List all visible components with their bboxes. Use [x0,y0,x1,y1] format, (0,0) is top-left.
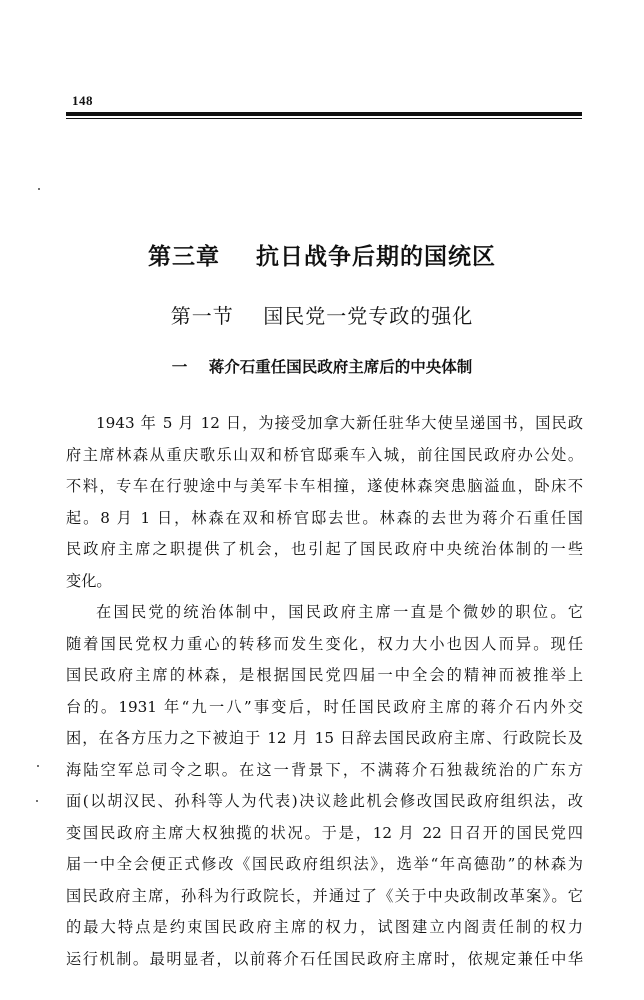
paragraph-line: 台的。1931 年“九一八”事变后，时任国民政府主席的蒋介石内外交 [66,697,583,716]
paragraph-line: 不料，专车在行驶途中与美军卡车相撞，遂使林森突患脑溢血，卧床不 [66,477,583,495]
paragraph-line: 在国民党的统治体制中，国民政府主席一直是个微妙的职位。它 [96,603,583,621]
chapter-title: 第三章 抗日战争后期的国统区 [147,244,497,270]
scan-speck [36,800,38,802]
section-title: 第一节 国民党一党专政的强化 [170,304,474,328]
paragraph-line: 随着国民党权力重心的转移而发生变化，权力大小也因人而异。现任 [66,634,583,653]
body-text [66,408,583,975]
paragraph-line: 困，在各方压力之下被迫于 12 月 15 日辞去国民政府主席、行政院长及 [66,729,583,747]
paragraph-line: 起。8 月 1 日，林森在双和桥官邸去世。林森的去世为蒋介石重任国 [66,508,583,527]
paragraph-line: 府主席林森从重庆歌乐山双和桥官邸乘车入城，前往国民政府办公处。 [66,445,583,464]
subsection-title: 一 蒋介石重任国民政府主席后的中央体制 [171,358,473,376]
paragraph-line: 运行机制。最明显者，以前蒋介石任国民政府主席时，依规定兼任中华 [66,949,583,968]
paragraph-line: 1943 年 5 月 12 日，为接受加拿大新任驻华大使呈递国书，国民政 [96,414,583,432]
page-number: 148 [72,93,93,108]
paragraph-line: 海陆空军总司令之职。在这一背景下，不满蒋介石独裁统治的广东方 [66,760,583,779]
scan-speck [38,188,40,190]
paragraph-line: 国民政府主席，孙科为行政院长，并通过了《关于中央政制改革案》。它 [66,886,583,905]
paragraph-line: 变国民政府主席大权独揽的状况。于是，12 月 22 日召开的国民党四 [66,823,583,842]
paragraph-line: 国民政府主席的林森，是根据国民党四届一中全会的精神而被推举上 [66,666,583,684]
paragraph-line: 的最大特点是约束国民政府主席的权力，试图建立内阁责任制的权力 [66,918,583,936]
paragraph-line: 届一中全会便正式修改《国民政府组织法》，选举“年高德劭”的林森为 [66,855,583,873]
scan-speck [37,765,39,767]
paragraph-line: 民政府主席之职提供了机会，也引起了国民政府中央统治体制的一些 [66,540,583,558]
paragraph-line: 面(以胡汉民、孙科等人为代表)决议趁此机会修改国民政府组织法，改 [66,792,583,810]
header-rule-thick [66,112,582,116]
paragraph-line: 变化。 [66,571,112,590]
header-rule-thin [66,118,582,119]
